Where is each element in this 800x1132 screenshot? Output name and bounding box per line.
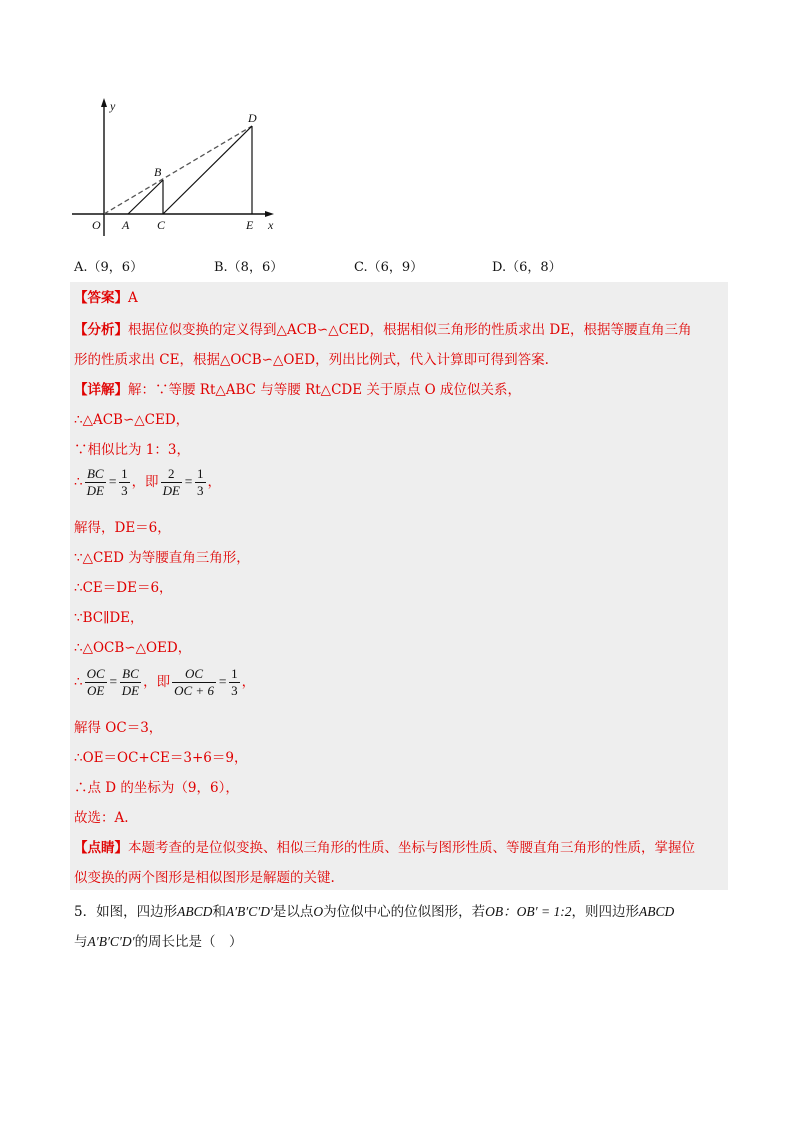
fraction-one-third-c: $\frac{1}{3}$: [231, 666, 238, 698]
step-9: ∴OE＝OC+CE＝3+6＝9，: [74, 750, 248, 766]
fraction-line-2: ∴ $\frac{OC}{OE}$ = $\frac{BC}{DE}$ ，即 $\frac{OC}{OC + 6}$ = $\frac{1}{3}$ ，: [74, 666, 256, 698]
label-a: A: [122, 218, 130, 232]
analysis-line-2: 形的性质求出 CE，根据△OCB∽△OED，列出比例式，代入计算即可得到答案.: [74, 352, 549, 368]
question-5-line-2: 与A′B′C′D′的周长比是（ ）: [74, 934, 243, 950]
label-x: x: [268, 218, 274, 232]
y-axis-arrow: [101, 98, 107, 107]
label-e: E: [246, 218, 254, 232]
step-4: ∵△CED 为等腰直角三角形，: [74, 550, 250, 566]
therefore-symbol: ∴: [74, 674, 83, 690]
comment-line-1: [74, 838, 695, 858]
option-b[interactable]: B.（8，6）: [214, 260, 284, 275]
step-5: ∴CE＝DE＝6，: [74, 580, 173, 596]
option-d[interactable]: D.（6，8）: [492, 260, 562, 275]
step-1: ∴△ACB∽△CED，: [74, 412, 190, 428]
fraction-2-de: $\frac{2}{DE}$: [162, 466, 180, 498]
step-10: ∴点 D 的坐标为（9，6），: [74, 780, 239, 796]
fraction-bc-de-b: $\frac{BC}{DE}$: [121, 666, 140, 698]
step-6: ∵BC∥DE，: [74, 610, 144, 626]
ratio-expression: OB：OB′ = 1:2: [485, 904, 572, 919]
step-7: ∴△OCB∽△OED，: [74, 640, 192, 656]
label-o: O: [92, 218, 101, 232]
answer-value: A: [128, 290, 138, 306]
analysis-tag: 【分析】: [74, 322, 128, 338]
question-number: 5．: [74, 904, 97, 920]
label-c: C: [157, 218, 166, 232]
fraction-one-third-a: $\frac{1}{3}$: [121, 466, 128, 498]
dashed-line-od: [104, 126, 252, 214]
therefore-symbol: ∴: [74, 474, 83, 490]
fraction-bc-de: $\frac{BC}{DE}$: [86, 466, 104, 498]
label-b: B: [154, 165, 162, 179]
fraction-one-third-b: $\frac{1}{3}$: [197, 466, 204, 498]
comment-tag: 【点睛】: [74, 840, 128, 856]
segment-cd: [163, 126, 252, 214]
option-a[interactable]: A.（9，6）: [74, 260, 144, 275]
coordinate-figure: [68, 96, 288, 246]
comment-line-2: 似变换的两个图形是相似图形是解题的关键.: [74, 870, 335, 886]
detail-line-1: [74, 380, 521, 400]
detail-tag: 【详解】: [74, 382, 128, 398]
step-2: ∵相似比为 1：3，: [74, 442, 190, 458]
analysis-text-1: 根据位似变换的定义得到△ACB∽△CED，根据相似三角形的性质求出 DE，根据等腰直角三角: [128, 322, 692, 338]
label-d: D: [248, 111, 257, 125]
answer-line: [74, 288, 138, 308]
answer-options: [74, 256, 734, 276]
label-y: y: [110, 99, 116, 113]
x-axis-arrow: [265, 211, 274, 217]
option-c[interactable]: C.（6，9）: [354, 260, 424, 275]
analysis-line-1: [74, 320, 692, 340]
step-8: 解得 OC＝3，: [74, 720, 163, 736]
comment-text-1: 本题考查的是位似变换、相似三角形的性质、坐标与图形性质、等腰直角三角形的性质，掌握位: [128, 840, 695, 856]
fraction-oc-oe: $\frac{OC}{OE}$: [86, 666, 105, 698]
fraction-oc-oc6: $\frac{OC}{OC + 6}$: [174, 666, 214, 698]
detail-text-1: 解：∵等腰 Rt△ABC 与等腰 Rt△CDE 关于原点 O 成位似关系，: [128, 382, 522, 398]
answer-tag: 【答案】: [74, 290, 128, 306]
question-5-line-1: 5．如图，四边形ABCD和A′B′C′D′是以点O为位似中心的位似图形，若OB：OB′ = 1:2，则四边形ABCD: [74, 904, 675, 920]
step-3: 解得，DE＝6，: [74, 520, 171, 536]
step-11: 故选：A.: [74, 810, 129, 826]
fraction-line-1: ∴ $\frac{BC}{DE}$ = $\frac{1}{3}$ ，即 $\frac{2}{DE}$ = $\frac{1}{3}$ ，: [74, 466, 222, 498]
